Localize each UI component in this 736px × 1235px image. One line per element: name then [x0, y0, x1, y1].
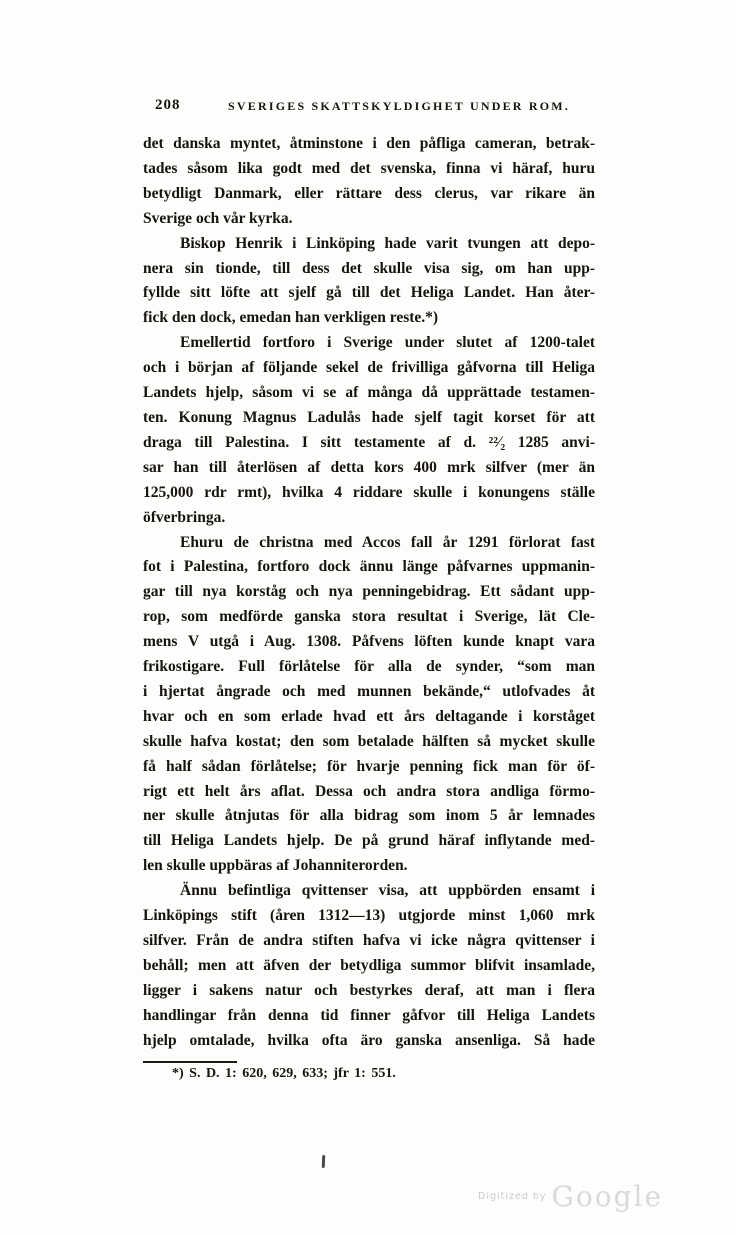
text-line: det danska myntet, åtminstone i den påfliga cameran, betrak- — [143, 135, 595, 152]
text-line: hjelp omtalade, hvilka ofta äro ganska ansenliga. Så hade — [143, 1031, 595, 1049]
text-line: betydligt Danmark, eller rättare dess clerus, var rikare än — [143, 184, 595, 202]
text-line: tades såsom lika godt med det svenska, finna vi häraf, huru — [143, 159, 595, 177]
running-title: SVERIGES SKATTSKYLDIGHET UNDER ROM. — [228, 99, 570, 113]
text-line: Linköpings stift (åren 1312—13) utgjorde minst 1,060 mrk — [143, 907, 595, 925]
text-line: silfver. Från de andra stiften hafva vi icke några qvittenser i — [143, 932, 595, 949]
text-line: ten. Konung Magnus Ladulås hade sjelf tagit korset för att — [143, 408, 595, 426]
text-line: Landets hjelp, såsom vi se af många då upprättade testamen- — [143, 384, 595, 402]
text-line: hvar och en som erlade hvad ett års deltagande i korståget — [143, 707, 595, 725]
text-line: sar han till återlösen af detta kors 400 mrk silfver (mer än — [143, 458, 595, 476]
text-line: och i början af följande sekel de frivilliga gåfvorna till Heliga — [143, 359, 595, 377]
text-line: draga till Palestina. I sitt testamente af d. ²²⁄₂ 1285 anvi- — [143, 433, 595, 451]
text-line: skulle hafva kostat; den som betalade hälften så mycket skulle — [143, 732, 595, 750]
paragraph — [143, 531, 595, 880]
footnote-rule — [143, 1061, 237, 1063]
text-line: frikostigare. Full förlåtelse för alla de synder, “som man — [143, 658, 595, 676]
text-line: mens V utgå i Aug. 1308. Påfvens löften kunde knapt vara — [143, 633, 595, 651]
text-line: len skulle uppbäras af Johanniterorden. — [143, 857, 408, 875]
text-line: fick den dock, emedan han verkligen reste.*) — [143, 309, 439, 327]
text-line: Ehuru de christna med Accos fall år 1291 förlorat fast — [180, 533, 595, 551]
text-line: i hjertat ångrade och med munnen bekände,“ utlofvades åt — [143, 682, 595, 700]
text-line: få half sådan förlåtelse; för hvarje penning fick man för öf- — [143, 757, 595, 775]
footnote: *) S. D. 1: 620, 629, 633; jfr 1: 551. — [172, 1066, 396, 1081]
text-line: ner skulle åtnjutas för alla bidrag som inom 5 år lemnades — [143, 807, 595, 825]
page-header — [143, 97, 595, 117]
text-line: öfverbringa. — [143, 508, 226, 526]
text-line: behåll; men att äfven der betydliga summor blifvit insamlade, — [143, 956, 595, 974]
watermark-prefix: Digitized by — [478, 1191, 547, 1202]
google-watermark-logo: Google — [551, 1180, 664, 1213]
text-line: Emellertid fortforo i Sverige under slutet af 1200-talet — [180, 334, 595, 352]
digitized-watermark — [478, 1180, 663, 1213]
paragraph — [143, 331, 595, 530]
paragraph — [143, 232, 595, 332]
text-line: ligger i sakens natur och bestyrkes deraf, att man i flera — [143, 981, 595, 999]
text-line: Ännu befintliga qvittenser visa, att uppbörden ensamt i — [180, 882, 595, 900]
text-line: fyllde sitt löfte att sjelf gå till det Heliga Landet. Han åter- — [143, 284, 595, 302]
text-line: nera sin tionde, till dess det skulle visa sig, om han upp- — [143, 259, 595, 277]
text-line: handlingar från denna tid finner gåfvor till Heliga Landets — [143, 1006, 595, 1024]
text-line: Sverige och vår kyrka. — [143, 209, 293, 227]
text-line: fot i Palestina, fortforo dock ännu länge påfvarnes uppmanin- — [143, 558, 595, 576]
text-line: 125,000 rdr rmt), hvilka 4 riddare skulle i konungens ställe — [143, 483, 595, 501]
text-body — [143, 132, 595, 1054]
page-number: 208 — [155, 97, 181, 113]
text-line: gar till nya korståg och nya penningebidrag. Ett sådant upp- — [143, 583, 595, 601]
paragraph — [143, 879, 595, 1053]
text-line: till Heliga Landets hjelp. De på grund häraf inflytande med- — [143, 832, 595, 850]
paragraph — [143, 132, 595, 232]
text-line: rop, som medförde ganska stora resultat i Sverige, lät Cle- — [143, 608, 595, 626]
text-line: Biskop Henrik i Linköping hade varit tvungen att depo- — [180, 234, 595, 252]
ink-speck-artifact — [322, 1155, 325, 1168]
text-line: rigt ett helt års aflat. Dessa och andra stora andliga förmo- — [143, 782, 595, 800]
